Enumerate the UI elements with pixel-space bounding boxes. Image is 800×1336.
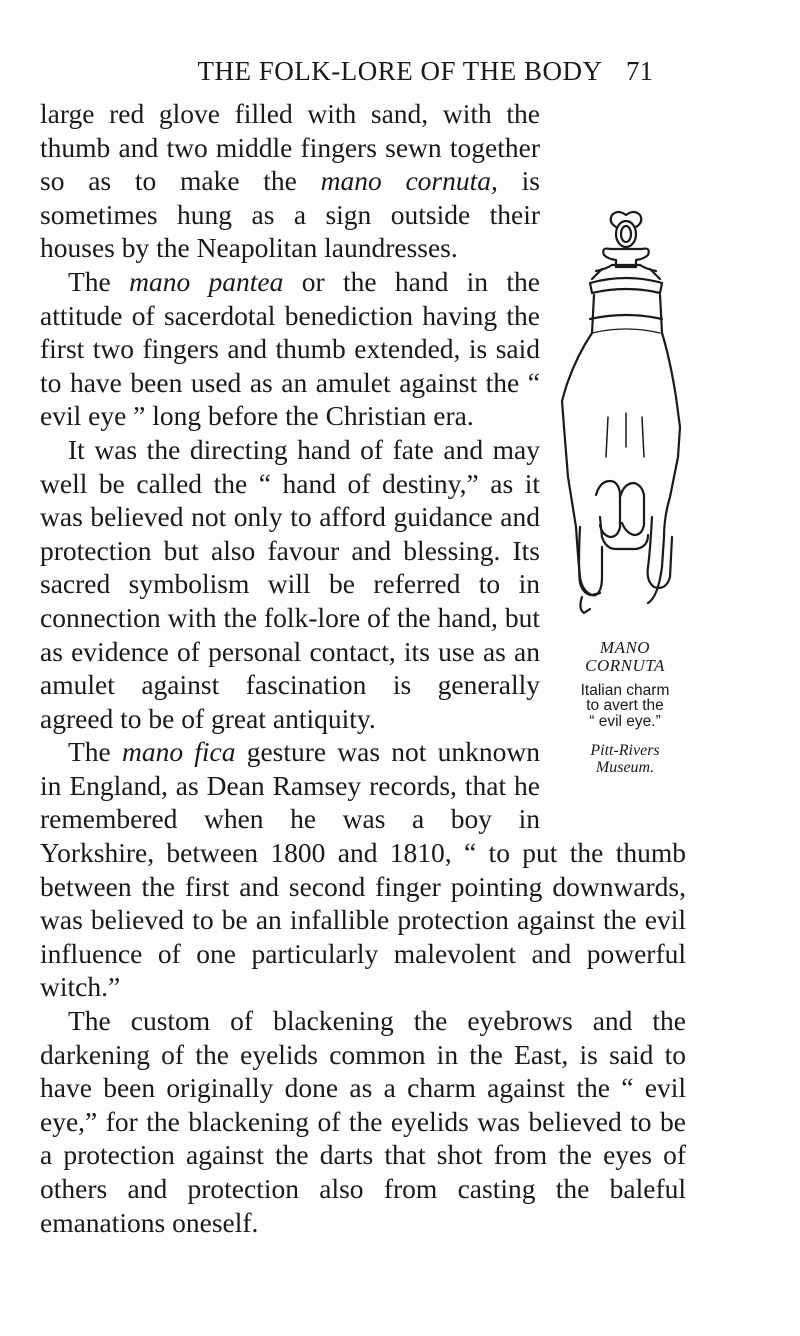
p1-emphasis: mano cornuta, bbox=[320, 165, 498, 197]
p4-text-b: gesture was not unknown in England, as Dean Ramsey records, that he remembered when he was a boy in Yorkshire, between 1800 and 1810, “ to put the thumb between the first and second finger pointing downwards, was believed to be an infallible protection against the evil influence of one particularly malevolent and powerful witch.” bbox=[40, 736, 686, 1003]
page-number: 71 bbox=[626, 56, 653, 86]
paragraph-3: It was the directing hand of fate and may well be called the “ hand of destiny,” as it was believed not only to afford guidance and protection but also favour and blessing. Its sacred symbolism will be referred to in connection with the folk-lore of the hand, but as evidence of personal contact, its use as an amulet against fascination is generally agreed to be of great antiquity. bbox=[40, 433, 540, 734]
p4-text-a: The bbox=[68, 736, 122, 768]
mano-cornuta-illustration bbox=[556, 97, 696, 637]
p1-text-a: large red glove filled with sand, with the thumb and two middle fingers sewn together so as to make the bbox=[40, 98, 540, 197]
figure bbox=[550, 97, 700, 817]
p2-text-b: or the hand in the attitude of sacerdotal benediction having the first two fingers and thumb extended, is said to have been used as an amulet against the “ evil eye ” long before the Christian era. bbox=[40, 265, 540, 432]
p1-text-b: is sometimes hung as a sign outside their houses by the Neapolitan laundresses. bbox=[40, 165, 540, 264]
caption-title-line1: MANO bbox=[599, 638, 651, 657]
figure-caption bbox=[550, 639, 700, 777]
p2-emphasis: mano pantea bbox=[129, 265, 284, 297]
caption-title-line2: CORNUTA bbox=[585, 655, 665, 675]
caption-desc-line3: “ evil eye.” bbox=[589, 712, 661, 730]
caption-source-line1: Pitt-Rivers bbox=[590, 742, 660, 760]
caption-desc-line2: to avert the bbox=[586, 697, 664, 715]
caption-source-line2: Museum. bbox=[595, 758, 655, 776]
body-text bbox=[40, 97, 686, 1239]
running-head: THE FOLK-LORE OF THE BODY bbox=[197, 56, 603, 86]
paragraph-5: The custom of blackening the eyebrows and the darkening of the eyelids common in the East, is said to have been originally done as a charm against the “ evil eye,” for the blackening of the eyelids was believed to be a protection against the darts that shot from the eyes of others and protection also from casting the baleful emanations oneself. bbox=[40, 1005, 686, 1238]
caption-desc-line1: Italian charm bbox=[580, 681, 670, 699]
page-header bbox=[0, 56, 800, 96]
p4-emphasis: mano fica bbox=[121, 736, 236, 768]
p2-text-a: The bbox=[68, 265, 130, 297]
